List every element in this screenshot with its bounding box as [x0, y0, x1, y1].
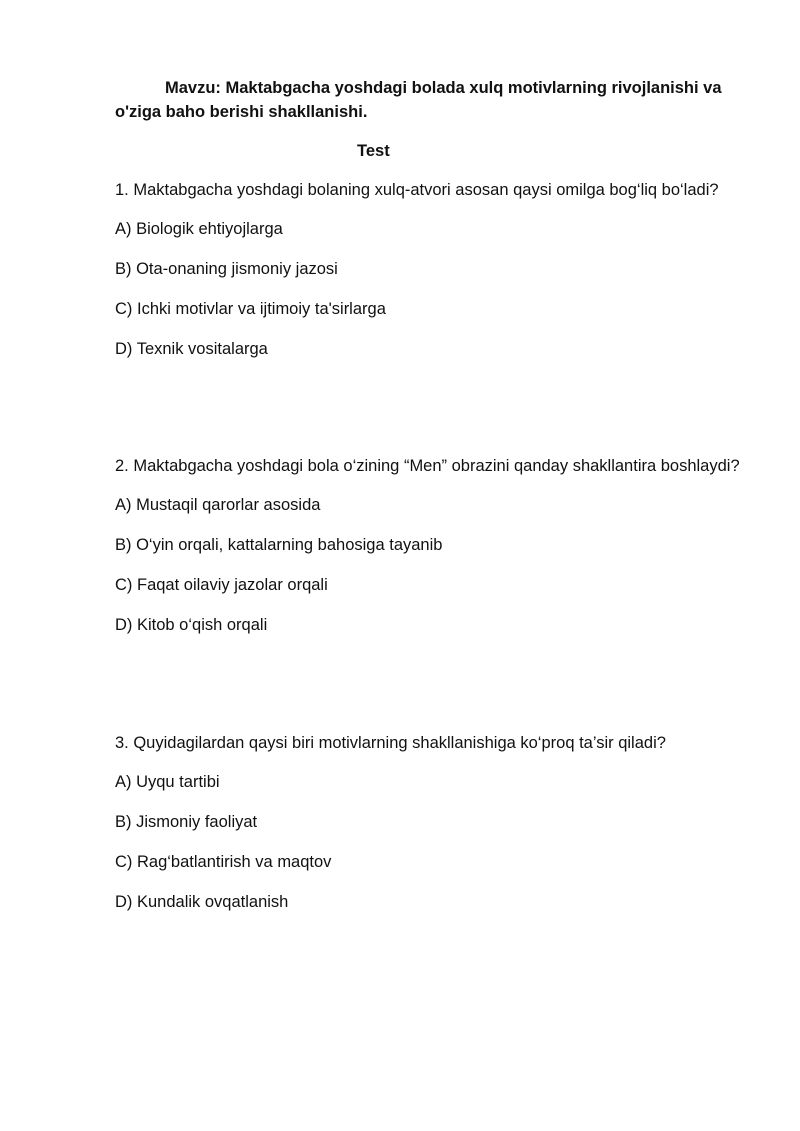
answer-options — [115, 493, 750, 637]
question-block-2 — [115, 453, 750, 637]
answer-options — [115, 217, 750, 361]
topic-heading: Mavzu: Maktabgacha yoshdagi bolada xulq motivlarning rivojlanishi va o'ziga baho berishi shakllanishi. — [115, 79, 722, 121]
test-heading: Test — [357, 142, 390, 160]
answer-option: B) Ota-onaning jismoniy jazosi — [115, 260, 338, 278]
answer-option: C) Ichki motivlar va ijtimoiy ta'sirlarga — [115, 300, 386, 318]
answer-option: A) Biologik ehtiyojlarga — [115, 220, 283, 238]
answer-option: B) O‘yin orqali, kattalarning bahosiga tayanib — [115, 536, 443, 554]
answer-option: C) Rag‘batlantirish va maqtov — [115, 853, 332, 871]
document-body — [115, 76, 750, 914]
question-text: 3. Quyidagilardan qaysi biri motivlarning shakllanishiga ko‘proq ta’sir qiladi? — [115, 734, 666, 752]
question-block-1 — [115, 177, 750, 361]
answer-option: D) Kitob o‘qish orqali — [115, 616, 268, 634]
answer-option: C) Faqat oilaviy jazolar orqali — [115, 576, 328, 594]
answer-option: D) Texnik vositalarga — [115, 340, 268, 358]
question-block-3 — [115, 730, 750, 914]
answer-option: B) Jismoniy faoliyat — [115, 813, 258, 831]
answer-option: D) Kundalik ovqatlanish — [115, 893, 289, 911]
answer-option: A) Mustaqil qarorlar asosida — [115, 496, 321, 514]
answer-options — [115, 770, 750, 914]
answer-option: A) Uyqu tartibi — [115, 773, 220, 791]
question-text: 1. Maktabgacha yoshdagi bolaning xulq-atvori asosan qaysi omilga bog‘liq bo‘ladi? — [115, 181, 719, 199]
question-text: 2. Maktabgacha yoshdagi bola o‘zining “Men” obrazini qanday shakllantira boshlaydi? — [115, 457, 740, 475]
